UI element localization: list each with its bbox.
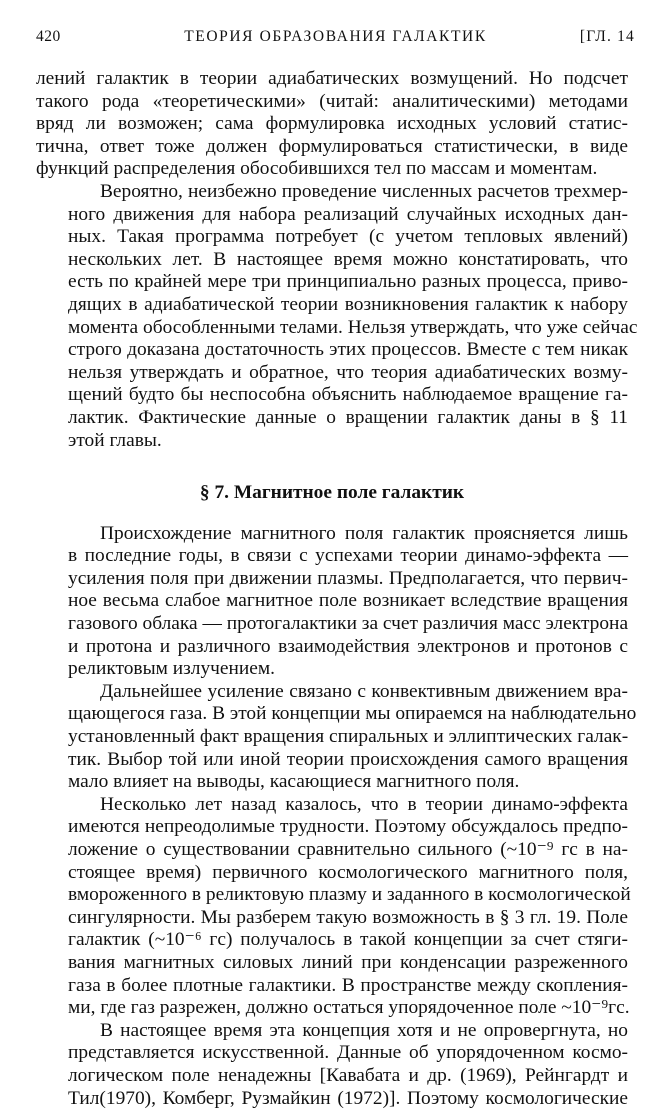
text-line: в последние годы, в связи с успехами теории динамо-эффекта — bbox=[68, 545, 628, 567]
text-line: ных. Такая программа потребует (с учетом тепловых явлений) bbox=[68, 226, 628, 248]
text-line: строго доказана достаточность этих процессов. Вместе с тем никак bbox=[68, 339, 628, 361]
page-body bbox=[36, 68, 638, 1110]
text-line: газа в более плотные галактики. В пространстве между скопления- bbox=[68, 974, 628, 996]
running-header bbox=[36, 28, 635, 52]
text-line: тик. Выбор той или иной теории происхождения самого вращения bbox=[68, 748, 628, 770]
paragraph bbox=[36, 680, 637, 794]
text-line: щений будто бы неспособна объяснить наблюдаемое вращение га- bbox=[68, 384, 628, 406]
text-line: и протона и различного взаимодействия электронов и протонов с bbox=[68, 635, 628, 657]
text-line: реликтовым излучением. bbox=[68, 658, 275, 680]
text-line: щающегося газа. В этой концепции мы опираемся на наблюдательно bbox=[68, 703, 637, 725]
text-line: Тил(1970), Комберг, Рузмайкин (1972)]. Поэтому космологические bbox=[68, 1087, 628, 1109]
paragraph bbox=[36, 523, 628, 681]
paragraph bbox=[36, 1020, 628, 1110]
text-line: Дальнейшее усиление связано с конвективным движением вра- bbox=[100, 680, 628, 702]
text-line: тична, ответ тоже должен формулироваться статистически, в виде bbox=[36, 135, 628, 157]
text-line: ложение о существовании сравнительно сильного (~10⁻⁹ гс в на- bbox=[68, 839, 628, 860]
text-line: ми, где газ разрежен, должно остаться упорядоченное поле ~10⁻⁹гс. bbox=[68, 997, 630, 1019]
text-line: В настоящее время эта концепция хотя и не опровергнута, но bbox=[100, 1019, 628, 1041]
running-title: ТЕОРИЯ ОБРАЗОВАНИЯ ГАЛАКТИК bbox=[184, 28, 487, 45]
paragraphs-after-section bbox=[36, 522, 637, 1110]
paragraph bbox=[36, 68, 628, 181]
text-line: Происхождение магнитного поля галактик проясняется лишь bbox=[100, 522, 628, 544]
text-line: представляется искусственной. Данные об упорядоченном космо- bbox=[68, 1042, 628, 1064]
text-line: газового облака — протогалактики за счет различия масс электрона bbox=[68, 613, 629, 635]
text-line: дящих в адиабатической теории возникновения галактик к набору bbox=[68, 293, 628, 315]
text-line: вмороженного в реликтовую плазму и заданного в космологической bbox=[68, 884, 631, 906]
text-line: лений галактик в теории адиабатических возмущений. Но подсчет bbox=[36, 68, 628, 89]
text-line: функций распределения обособившихся тел по массам и моментам. bbox=[36, 158, 598, 180]
text-line: логическом поле ненадежны [Кавабата и др. (1969), Рейнгардт и bbox=[68, 1064, 628, 1086]
section-title: § 7. Магнитное поле галактик bbox=[199, 482, 465, 504]
text-line: момента обособленными телами. Нельзя утверждать, что уже сейчас bbox=[68, 316, 638, 338]
text-line: сингулярности. Мы разберем такую возможность в § 3 гл. 19. Поле bbox=[68, 906, 628, 928]
page-number: 420 bbox=[36, 28, 61, 45]
text-line: Несколько лет назад казалось, что в теории динамо-эффекта bbox=[100, 793, 628, 815]
text-line: мало влияет на выводы, касающиеся магнитного поля. bbox=[68, 771, 520, 793]
text-line: усиления поля при движении плазмы. Предполагается, что первич- bbox=[68, 567, 628, 589]
chapter-label: [ГЛ. 14 bbox=[579, 28, 635, 45]
text-line: Вероятно, неизбежно проведение численных расчетов трехмер- bbox=[100, 180, 628, 202]
text-line: вания магнитных силовых линий при конденсации разреженного bbox=[68, 951, 628, 973]
text-line: этой главы. bbox=[68, 429, 162, 451]
text-line: нельзя утверждать и обратное, что теория адиабатических возму- bbox=[68, 361, 628, 383]
text-line: стоящее время) первичного космологического магнитного поля, bbox=[68, 861, 628, 883]
text-line: такого рода «теоретическими» (читай: аналитическими) методами bbox=[36, 90, 628, 112]
text-line: ного движения для набора реализаций случайных исходных дан- bbox=[68, 203, 628, 225]
text-line: нескольких лет. В настоящее время можно констатировать, что bbox=[68, 248, 628, 270]
text-line: галактик (~10⁻⁶ гс) получалось в такой концепции за счет стяги- bbox=[68, 929, 628, 951]
text-line: ное весьма слабое магнитное поле возникает вследствие вращения bbox=[68, 590, 628, 612]
text-line: имеются непреодолимые трудности. Поэтому обсуждалось предпо- bbox=[68, 816, 628, 838]
text-line: установленный факт вращения спиральных и эллиптических галак- bbox=[68, 726, 629, 748]
paragraph bbox=[36, 793, 631, 1020]
text-line: вряд ли возможен; сама формулировка исходных условий статис- bbox=[36, 113, 628, 135]
paragraph bbox=[36, 180, 638, 452]
paragraphs-before-section bbox=[36, 68, 638, 452]
text-line: лактик. Фактические данные о вращении галактик даны в § 11 bbox=[68, 406, 628, 428]
text-line: есть по крайней мере три принципиально разных процесса, приво- bbox=[68, 271, 628, 293]
